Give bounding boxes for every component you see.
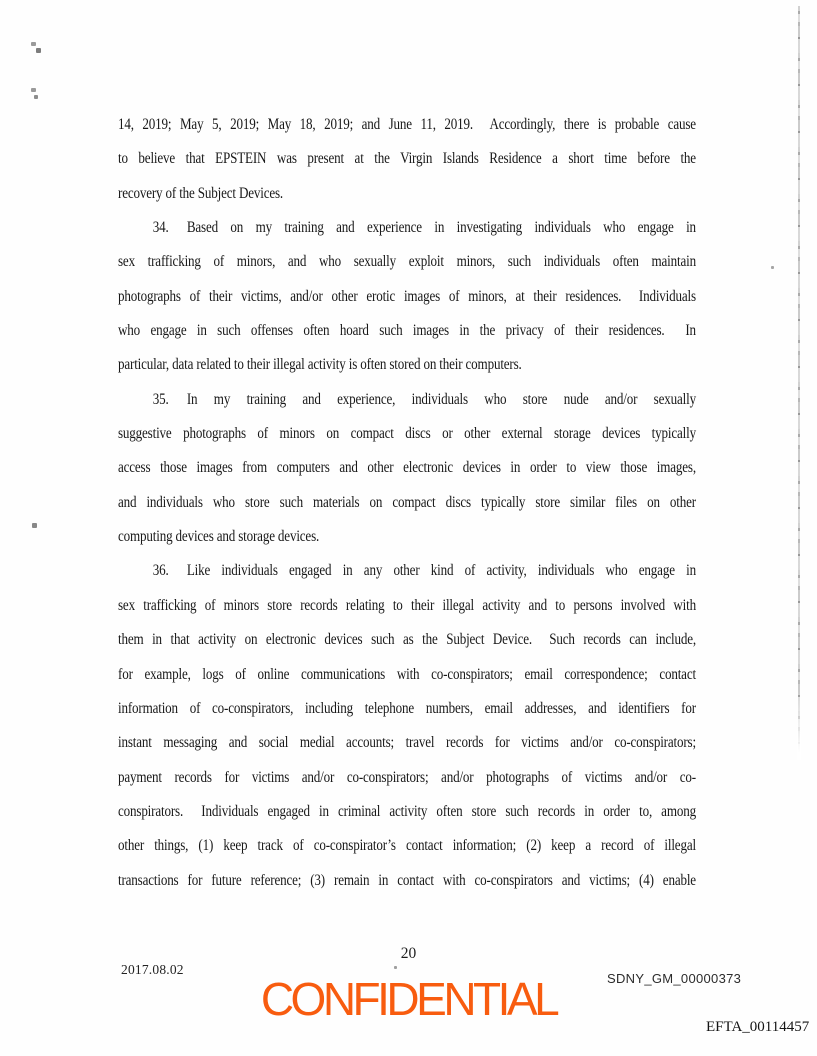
- paragraph-number: 36.: [152, 562, 169, 580]
- scan-speck: [32, 523, 37, 528]
- page-number: 20: [400, 945, 417, 962]
- scan-speck: [36, 48, 41, 53]
- text-line: for example, logs of online communications with co-conspirators; email correspondence; contact: [118, 665, 696, 683]
- bates-number-sdny: SDNY_GM_00000373: [607, 971, 742, 986]
- text-line: who engage in such offenses often hoard such images in the privacy of their residences. In: [118, 322, 696, 340]
- scan-edge-artifact: [798, 6, 800, 754]
- text-line: information of co-conspirators, including telephone numbers, email addresses, and identifiers for: [118, 699, 696, 717]
- text-line: computing devices and storage devices.: [118, 528, 320, 546]
- text-line: to believe that EPSTEIN was present at the Virgin Islands Residence a short time before the: [118, 150, 696, 168]
- text-line: 36. Like individuals engaged in any other kind of activity, individuals who engage in: [152, 562, 696, 580]
- text-line: suggestive photographs of minors on compact discs or other external storage devices typically: [118, 425, 696, 443]
- text-line: transactions for future reference; (3) remain in contact with co-conspirators and victims; (4) enable: [118, 871, 696, 889]
- date-stamp: 2017.08.02: [121, 962, 184, 977]
- scan-speck: [31, 88, 36, 92]
- scan-speck: [771, 266, 774, 269]
- scan-edge-fade: [797, 690, 801, 760]
- text-line: photographs of their victims, and/or other erotic images of minors, at their residences. Individuals: [118, 287, 696, 305]
- text-line: and individuals who store such materials on compact discs typically store similar files on other: [118, 493, 696, 511]
- bates-number-efta: EFTA_00114457: [706, 1019, 810, 1035]
- text-line: them in that activity on electronic devices such as the Subject Device. Such records can include,: [118, 631, 696, 649]
- text-line: particular, data related to their illegal activity is often stored on their computers.: [118, 356, 522, 374]
- text-line: conspirators. Individuals engaged in criminal activity often store such records in order to, among: [118, 802, 696, 820]
- text-line: other things, (1) keep track of co-conspirator’s contact information; (2) keep a record of illegal: [118, 837, 696, 855]
- scan-speck: [34, 95, 38, 99]
- text-line: 14, 2019; May 5, 2019; May 18, 2019; and June 11, 2019. Accordingly, there is probable cause: [118, 116, 696, 133]
- text-line: access those images from computers and other electronic devices in order to view those images,: [118, 459, 696, 477]
- paragraph-number: 35.: [152, 390, 169, 408]
- text-line: sex trafficking of minors, and who sexually exploit minors, such individuals often maintain: [118, 253, 696, 271]
- text-line: 34. Based on my training and experience in investigating individuals who engage in: [152, 219, 696, 237]
- scan-speck: [394, 966, 397, 969]
- scan-speck: [31, 42, 36, 46]
- text-line: sex trafficking of minors store records relating to their illegal activity and to persons involved with: [118, 596, 696, 614]
- confidential-stamp: CONFIDENTIAL: [260, 973, 557, 1025]
- text-line: 35. In my training and experience, individuals who store nude and/or sexually: [152, 390, 696, 408]
- text-line: instant messaging and social medial accounts; travel records for victims and/or co-conspirators;: [118, 734, 696, 752]
- document-body: [118, 108, 696, 898]
- text-line: payment records for victims and/or co-conspirators; and/or photographs of victims and/or co-: [118, 768, 696, 786]
- paragraph-number: 34.: [152, 219, 169, 237]
- text-line: recovery of the Subject Devices.: [118, 184, 284, 202]
